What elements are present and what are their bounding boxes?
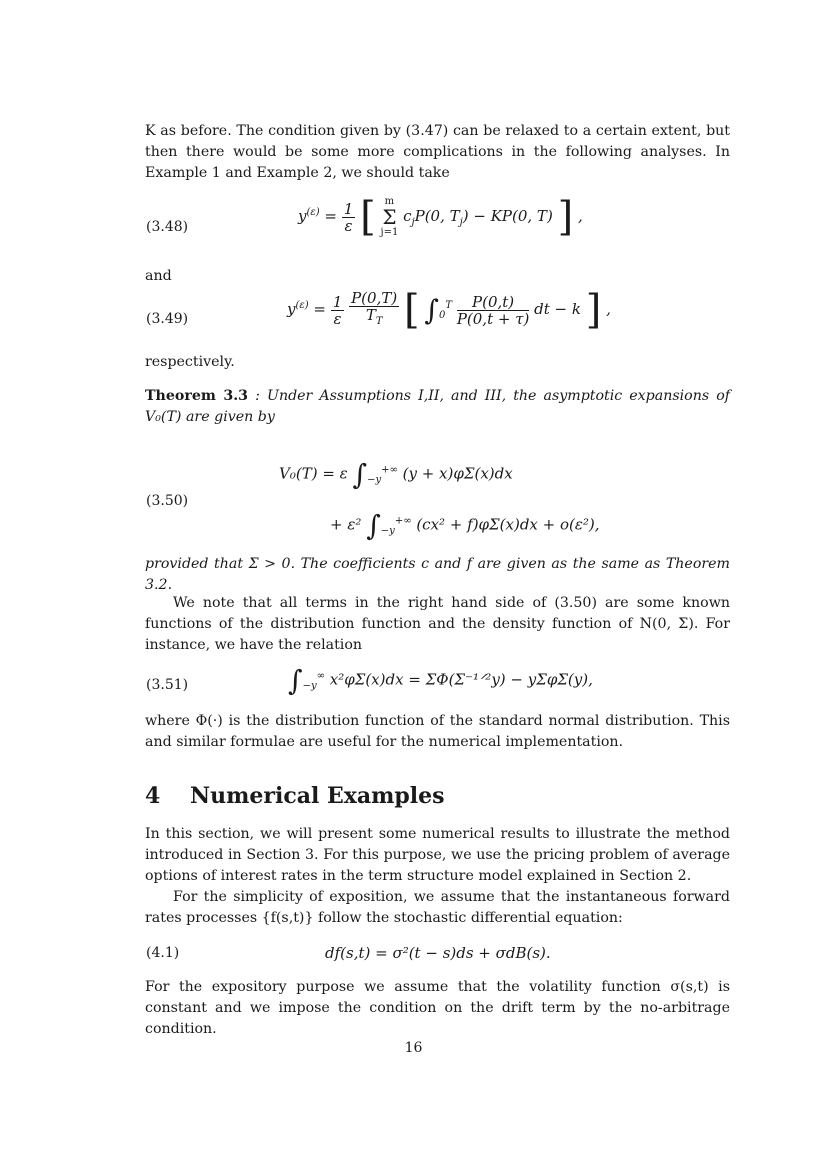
paragraph-section4-simplicity: For the simplicity of exposition, we assume that the instantaneous forward rates processes {f(s,t)} follow the stochastic differential equation: bbox=[145, 889, 730, 926]
section-heading bbox=[145, 783, 445, 809]
eq350-term2: + ε² bbox=[330, 515, 362, 534]
theorem-title: Theorem 3.3 bbox=[145, 388, 249, 404]
paragraph-provided: provided that Σ > 0. The coefficients c and f are given as the same as Theorem 3.2. bbox=[145, 556, 730, 593]
paragraph-section4-expository: For the expository purpose we assume that the volatility function σ(s,t) is constant and we impose the condition on the drift term by the no-arbitrage condition. bbox=[145, 979, 730, 1037]
equation-3-51: $\int_{-y}^\infty$ x²φΣ(x)dx = ΣΦ(Σ⁻¹ᐟ²y) − yΣφΣ(y), bbox=[288, 664, 593, 697]
equation-label-3-48: (3.48) bbox=[146, 219, 189, 235]
eq351-body: x²φΣ(x)dx = ΣΦ(Σ⁻¹ᐟ²y) − yΣφΣ(y), bbox=[329, 670, 593, 689]
section-number: 4 bbox=[145, 783, 161, 809]
theorem-3-3 bbox=[145, 386, 730, 428]
equation-3-48: $y^{(\varepsilon)}$ = $\frac{1}{\varepsilon}$ [ m Σ j=1 $c_jP(0$, $T_j) - KP(0$, T) ] , bbox=[298, 194, 583, 240]
eq350-integrand1: (y + x)φΣ(x)dx bbox=[402, 464, 513, 483]
equation-label-3-51: (3.51) bbox=[146, 677, 189, 693]
eq350-lhs: V₀(T) = ε bbox=[279, 464, 348, 483]
paragraph-note: We note that all terms in the right hand side of (3.50) are some known functions of the distribution function and the density function of N(0, Σ). For instance, we have the relation bbox=[145, 595, 730, 653]
paragraph-respectively: respectively. bbox=[145, 354, 235, 370]
paragraph-and: and bbox=[145, 268, 172, 284]
paragraph-intro: K as before. The condition given by (3.47) can be relaxed to a certain extent, but then there would be some more complications in the following analyses. In Example 1 and Example 2, we should take bbox=[145, 123, 730, 181]
equation-3-49: $y^{(\varepsilon)}$ = $\frac{1}{\varepsilon}$ $\frac{P(0,T)}{T_T}$ [ $\int_0^T$ $\frac{P(0,t)}{P(0,t + \tau)}$ dt − k ] , bbox=[287, 287, 611, 333]
paragraph-where: where Φ(·) is the distribution function of the standard normal distribution. This and similar formulae are useful for the numerical implementation. bbox=[145, 713, 730, 750]
equation-4-1: df(s,t) = σ²(t − s)ds + σdB(s). bbox=[325, 944, 551, 962]
section-title: Numerical Examples bbox=[189, 783, 445, 809]
equation-3-50-line1: V₀(T) = ε $\int_{-y}^{+\infty}$ (y + x)φΣ(x)dx bbox=[279, 458, 513, 491]
paragraph-section4-intro: In this section, we will present some numerical results to illustrate the method introduced in Section 3. For this purpose, we use the pricing problem of average options of interest rates in the term structure model explained in Section 2. bbox=[145, 826, 730, 884]
page-number: 16 bbox=[404, 1040, 423, 1056]
equation-label-3-50: (3.50) bbox=[146, 493, 189, 509]
eq350-integrand2: (cx² + f)φΣ(x)dx + o(ε²), bbox=[416, 515, 600, 534]
equation-label-3-49: (3.49) bbox=[146, 311, 189, 327]
equation-3-50-line2: + ε² $\int_{-y}^{+\infty}$ (cx² + f)φΣ(x)dx + o(ε²), bbox=[330, 509, 600, 542]
theorem-body: : Under Assumptions I,II, and III, the asymptotic expansions of V₀(T) are given by bbox=[145, 388, 730, 425]
equation-label-4-1: (4.1) bbox=[146, 945, 180, 961]
